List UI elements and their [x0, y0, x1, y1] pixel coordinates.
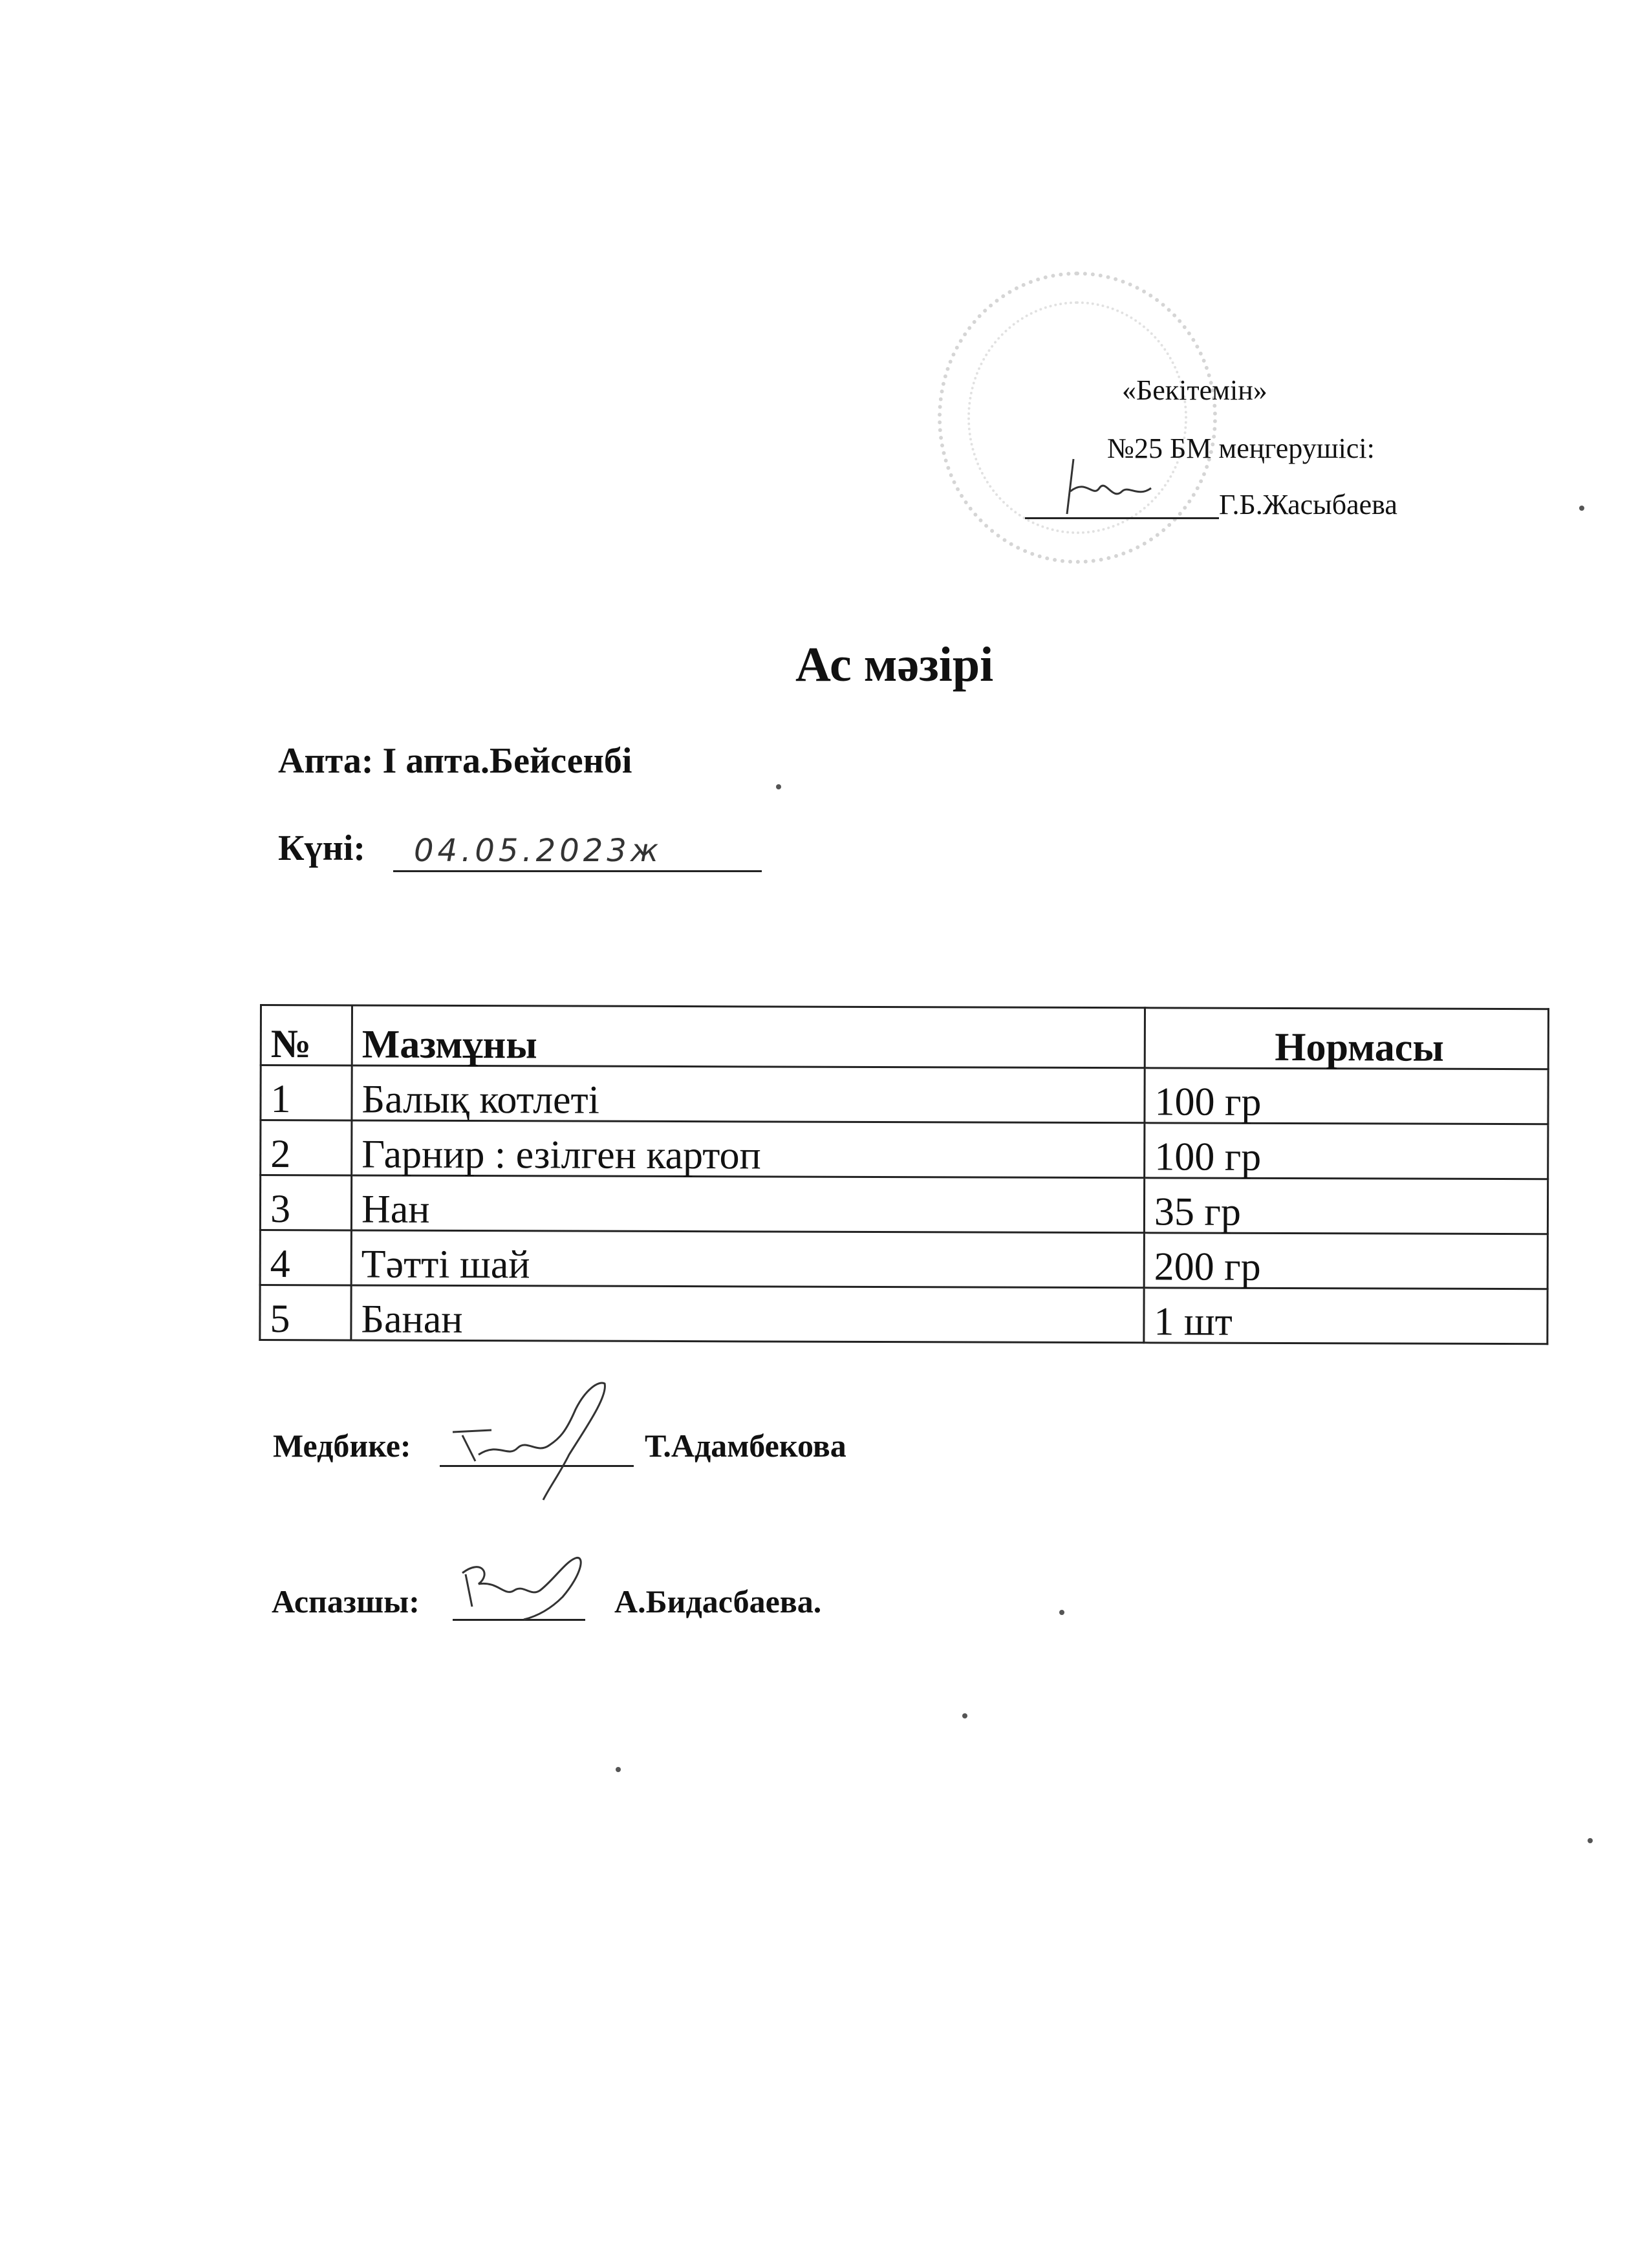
row-norm: 35 гр: [1144, 1178, 1547, 1234]
row-number: 5: [260, 1285, 351, 1340]
date-underline: [393, 870, 762, 872]
scan-speck: [962, 1713, 967, 1718]
cook-label: Аспазшы:: [272, 1583, 420, 1620]
approval-signature-line: [1025, 517, 1219, 519]
header-content: Мазмұны: [352, 1005, 1145, 1068]
approval-name: Г.Б.Жасыбаева: [1219, 489, 1397, 520]
director-signature: [1061, 453, 1158, 517]
table-header-row: [261, 1005, 1548, 1069]
menu-table: [259, 1004, 1549, 1345]
date-label: Күні:: [278, 828, 366, 868]
row-norm: 1 шт: [1144, 1288, 1547, 1344]
week-line: Апта: І апта.Бейсенбі: [278, 741, 632, 781]
row-number: 3: [260, 1175, 351, 1230]
scan-speck: [616, 1767, 621, 1772]
header-norm: Нормасы: [1145, 1008, 1548, 1069]
scan-speck: [1579, 506, 1584, 511]
table-row: [261, 1120, 1548, 1179]
header-number: №: [261, 1005, 352, 1065]
row-norm: 100 гр: [1145, 1068, 1548, 1124]
nurse-signature: [446, 1371, 621, 1506]
scan-speck: [1059, 1610, 1064, 1615]
row-item: Гарнир : езілген картоп: [352, 1120, 1145, 1178]
cook-signature: [453, 1535, 601, 1626]
cook-name: А.Бидасбаева.: [614, 1583, 822, 1620]
approval-title: «Бекітемін»: [1122, 374, 1267, 406]
nurse-label: Медбике:: [273, 1428, 411, 1464]
table-row: [260, 1285, 1547, 1344]
row-norm: 200 гр: [1144, 1233, 1547, 1289]
table-row: [261, 1065, 1548, 1124]
page-title: Ас мәзірі: [795, 637, 994, 692]
official-stamp: [938, 272, 1217, 564]
row-number: 2: [261, 1120, 352, 1175]
row-number: 1: [261, 1065, 352, 1120]
row-item: Балық котлеті: [352, 1065, 1145, 1123]
table-row: [260, 1175, 1547, 1234]
row-item: Банан: [351, 1285, 1144, 1343]
approval-position: №25 БМ меңгерушісі:: [1107, 433, 1375, 464]
date-value: 04.05.2023ж: [414, 833, 663, 869]
row-item: Тәтті шай: [351, 1230, 1144, 1288]
scan-speck: [776, 784, 781, 789]
nurse-name: Т.Адамбекова: [645, 1428, 846, 1464]
row-number: 4: [260, 1230, 351, 1285]
scan-speck: [1588, 1838, 1593, 1843]
row-norm: 100 гр: [1145, 1123, 1548, 1179]
row-item: Нан: [351, 1175, 1144, 1233]
table-row: [260, 1230, 1547, 1289]
